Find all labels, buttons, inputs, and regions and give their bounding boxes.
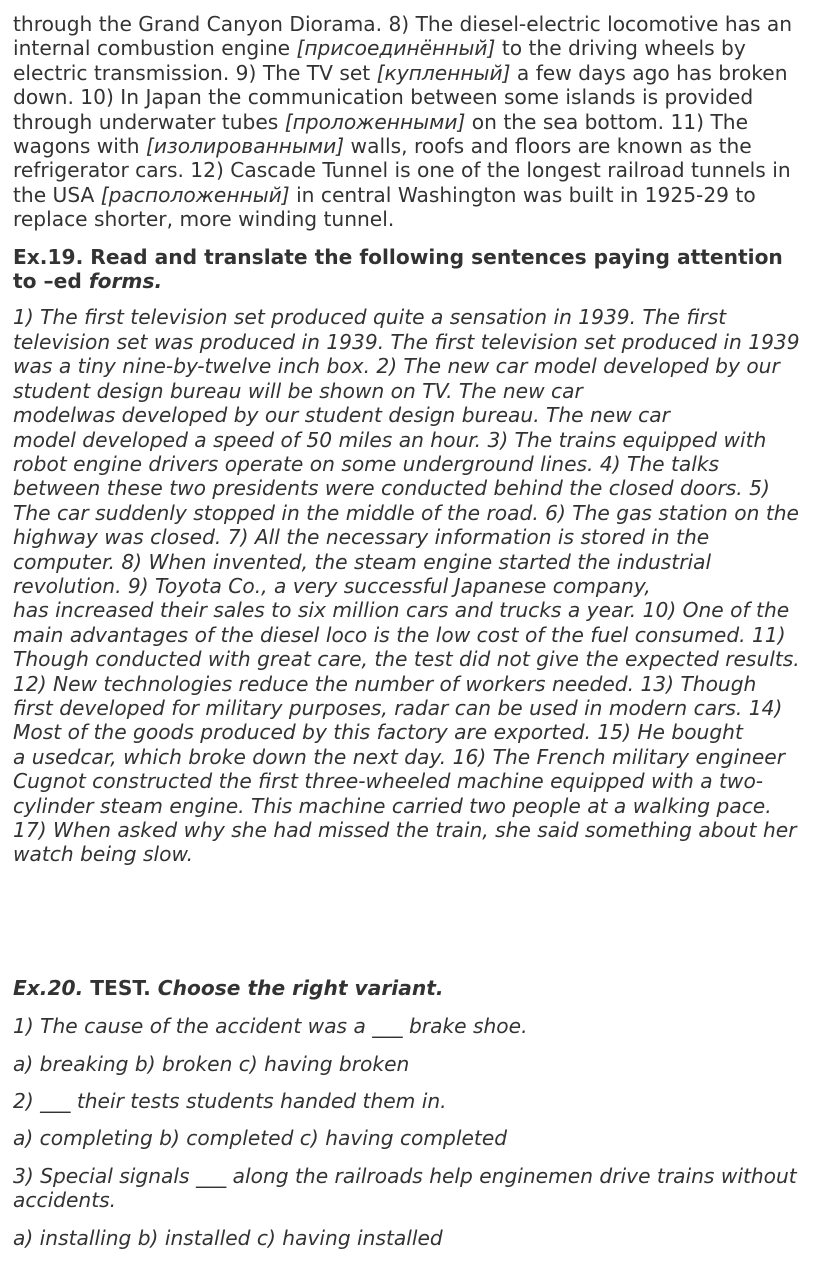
ex19-line: revolution. 9) Toyota Co., a very successful Japanese company, [13,573,651,598]
ex19-line: Most of the goods produced by this factory are exported. 15) He bought [13,720,743,745]
ex19-line: Cugnot constructed the first three-wheeled machine equipped with a two- [13,769,764,794]
ex19-line: Though conducted with great care, the test did not give the expected results. [13,647,800,672]
blank-space [13,867,805,976]
ex19-line: first developed for military purposes, radar can be used in modern cars. 14) [13,695,783,720]
test-options-2: a) completing b) completed c) having completed [13,1126,508,1151]
ex19-heading [13,245,805,294]
ex19-line: watch being slow. [13,842,194,867]
test-options-3: a) installing b) installed c) having installed [13,1225,443,1250]
russian-term-1: [присоединённый] [296,36,496,61]
ex19-line: has increased their sales to six million cars and trucks a year. 10) One of the [13,598,790,623]
ex19-line: main advantages of the diesel loco is the low cost of the fuel consumed. 11) [13,622,786,647]
intro-text-1: through the Grand Canyon Diorama. 8) The diesel-electric locomotive has an internal combustion engine [13,12,793,61]
ex19-line: 12) New technologies reduce the number of workers needed. 13) Though [13,671,757,696]
russian-term-5: [расположенный] [100,182,290,207]
ex19-line: student design bureau will be shown on TV. The new car [13,378,583,403]
test-options-1: a) breaking b) broken c) having broken [13,1051,410,1076]
ex19-line: cylinder steam engine. This machine carried two people at a walking pace. [13,793,772,818]
ex19-line: was a tiny nine-by-twelve inch box. 2) The new car model developed by our [13,354,780,379]
intro-text-6: in central Washington was built in 1925-29 to replace shorter, more winding tunnel. [13,182,756,232]
ex19-line: computer. 8) When invented, the steam engine started the industrial [13,549,712,574]
ex19-line: highway was closed. 7) All the necessary information is stored in the [13,525,710,550]
ex19-line: The car suddenly stopped in the middle of the road. 6) The gas station on the [13,500,799,525]
ex20-instruction: Choose the right variant. [157,975,444,1000]
ex19-line: 17) When asked why she had missed the train, she said something about her [13,818,797,842]
ex19-line: between these two presidents were conducted behind the closed doors. 5) [13,476,770,501]
ex19-line: television set was produced in 1939. The first television set produced in 1939 [13,329,800,354]
ex20-heading [13,976,805,1000]
test-question-2: 2) ___ their tests students handed them in. [13,1089,447,1114]
russian-term-4: [изолированными] [146,134,345,159]
intro-paragraph [13,12,805,232]
ex19-body [13,305,805,866]
ex19-heading-italic: forms. [88,269,163,294]
intro-text-2: to the driving wheels by electric transmission. 9) The TV set [13,36,746,85]
ex19-line: a usedcar, which broke down the next day. 16) The French military engineer [13,744,786,769]
ex20-test-label: TEST. [83,975,158,1000]
intro-text-3: a few days ago has broken down. 10) In Japan the communication between some islands is provided through underwater tubes [13,60,788,134]
ex19-line: modelwas developed by our student design bureau. The new car [13,403,670,428]
russian-term-3: [проложенными] [284,109,466,134]
ex19-line: model developed a speed of 50 miles an hour. 3) The trains equipped with [13,427,767,452]
intro-text-5: walls, roofs and floors are known as the refrigerator cars. 12) Cascade Tunnel is one of the longest railroad tunnels in the USA [13,134,791,207]
ex19-line: robot engine drivers operate on some underground lines. 4) The talks [13,451,720,476]
document-page [13,12,805,1263]
test-question-3: 3) Special signals ___ along the railroads help enginemen drive trains without accidents. [13,1163,797,1213]
ex19-line: 1) The first television set produced quite a sensation in 1939. The first [13,305,727,330]
test-question-1: 1) The cause of the accident was a ___ brake shoe. [13,1014,528,1039]
ex19-heading-main: Ex.19. Read and translate the following sentences paying attention to –ed [13,244,783,294]
intro-text-4: on the sea bottom. 11) The wagons with [13,109,748,159]
ex20-label: Ex.20. [13,975,84,1000]
russian-term-2: [купленный] [376,60,511,85]
